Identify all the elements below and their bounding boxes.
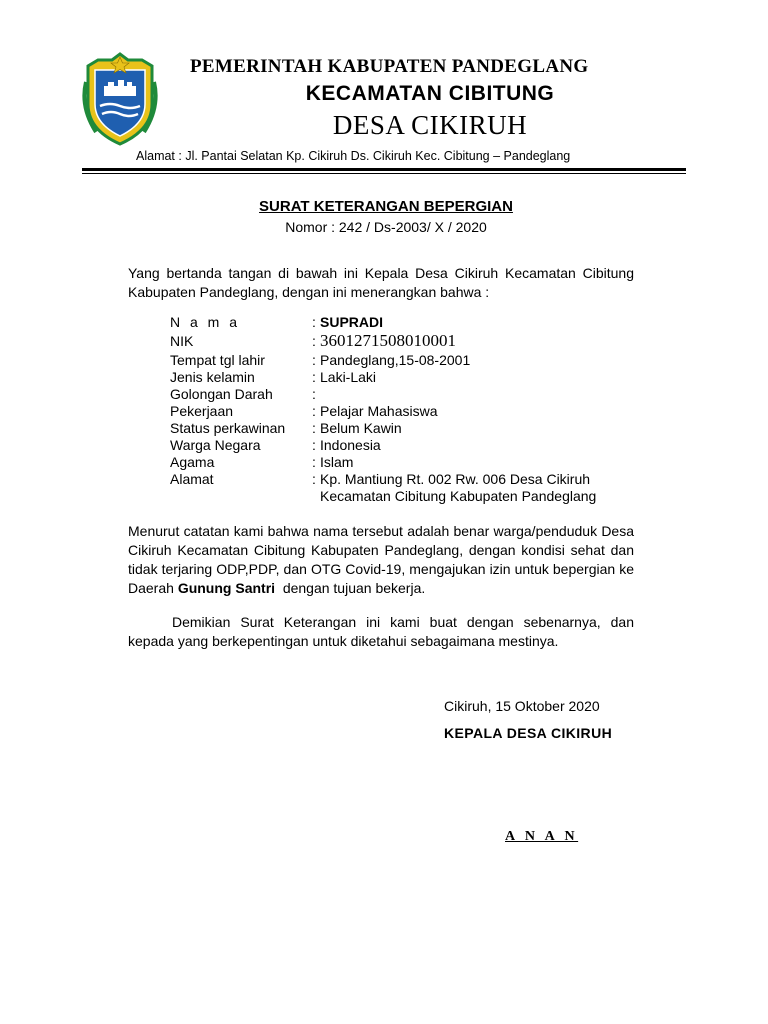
statement-purpose: dengan tujuan bekerja.: [282, 580, 426, 596]
letterhead-address: Alamat : Jl. Pantai Selatan Kp. Cikiruh Ds. Cikiruh Kec. Cibitung – Pandeglang: [136, 149, 571, 163]
field-row-blood: [170, 386, 650, 403]
letterhead-divider-thin: [82, 173, 686, 174]
field-separator: :: [312, 386, 316, 402]
personal-data-table: [170, 314, 650, 505]
field-row-religion: [170, 454, 650, 471]
field-row-job: [170, 403, 650, 420]
field-separator: :: [312, 314, 316, 330]
field-row-birth: [170, 352, 650, 369]
field-separator: :: [312, 333, 316, 349]
letterhead-district: KECAMATAN CIBITUNG: [305, 82, 555, 105]
field-value-birth: Pandeglang,15-08-2001: [320, 352, 471, 368]
closing-paragraph: Demikian Surat Keterangan ini kami buat dengan sebenarnya, dan kepada yang berkepentingan untuk diketahui sebagaimana mestinya.: [128, 614, 634, 649]
letterhead-divider-thick: [82, 168, 686, 171]
field-label: Jenis kelamin: [170, 369, 255, 385]
field-value-religion: Islam: [320, 454, 354, 470]
field-value-name: SUPRADI: [320, 314, 384, 330]
field-row-address: [170, 471, 650, 505]
field-row-nationality: [170, 437, 650, 454]
field-row-gender: [170, 369, 650, 386]
field-label: Tempat tgl lahir: [170, 352, 265, 368]
field-row-nik: [170, 331, 650, 352]
field-separator: :: [312, 420, 316, 436]
field-value-gender: Laki-Laki: [320, 369, 377, 385]
field-separator: :: [312, 352, 316, 368]
field-separator: :: [312, 437, 316, 453]
field-label: Agama: [170, 454, 215, 470]
field-label: Golongan Darah: [170, 386, 273, 402]
intro-paragraph: Yang bertanda tangan di bawah ini Kepala Desa Cikiruh Kecamatan Cibitung Kabupaten Pandeglang, dengan ini menerangkan bahwa :: [128, 265, 634, 300]
field-separator: :: [312, 403, 316, 419]
field-row-name: [170, 314, 650, 331]
field-label: N a m a: [170, 314, 241, 330]
field-separator: :: [312, 369, 316, 385]
signature-place-date: Cikiruh, 15 Oktober 2020: [444, 698, 600, 714]
field-label: NIK: [170, 333, 194, 349]
field-label: Status perkawinan: [170, 420, 286, 436]
signature-title: KEPALA DESA CIKIRUH: [444, 725, 613, 741]
field-row-marital: [170, 420, 650, 437]
letterhead-government: PEMERINTAH KABUPATEN PANDEGLANG: [190, 56, 589, 77]
field-label: Alamat: [170, 471, 214, 487]
statement-paragraph: [128, 522, 634, 598]
destination-name: Gunung Santri: [177, 580, 276, 596]
field-value-address: Kp. Mantiung Rt. 002 Rw. 006 Desa Cikiruh: [320, 471, 591, 487]
letterhead-village: DESA CIKIRUH: [332, 110, 528, 140]
statement-text: Menurut catatan kami bahwa nama tersebut adalah benar warga/penduduk Desa Cikiruh Kecamatan Cibitung Kabupaten Pandeglang, dengan kondisi sehat dan tidak terjaring ODP,PDP, dan OTG Covid-19, mengajukan izin untuk bepergian ke Daerah: [128, 523, 634, 596]
regency-emblem-icon: [78, 52, 162, 148]
document-number: Nomor : 242 / Ds-2003/ X / 2020: [285, 219, 487, 235]
field-separator: :: [312, 471, 316, 487]
field-value-nationality: Indonesia: [320, 437, 381, 453]
field-value-marital: Belum Kawin: [320, 420, 402, 436]
field-separator: :: [312, 454, 316, 470]
field-value-address-cont: Kecamatan Cibitung Kabupaten Pandeglang: [320, 488, 597, 504]
field-label: Warga Negara: [170, 437, 261, 453]
field-value-job: Pelajar Mahasiswa: [320, 403, 438, 419]
document-title: SURAT KETERANGAN BEPERGIAN: [259, 198, 513, 215]
field-label: Pekerjaan: [170, 403, 234, 419]
signatory-name: A N A N: [505, 829, 579, 844]
field-value-nik: 3601271508010001: [320, 331, 456, 350]
